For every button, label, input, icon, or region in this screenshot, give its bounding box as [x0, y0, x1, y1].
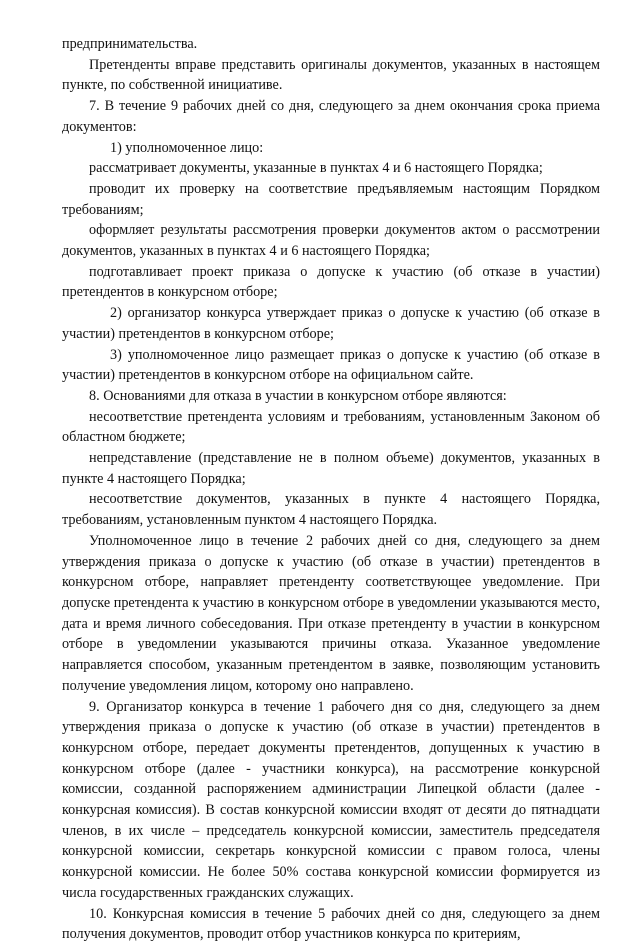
paragraph: 10. Конкурсная комиссия в течение 5 рабочих дней со дня, следующего за днем получения документов, проводит отбор участников конкурса по критериям,: [62, 905, 600, 943]
paragraph: подготавливает проект приказа о допуске к участию (об отказе в участии) претендентов в конкурсном отборе;: [62, 263, 600, 301]
paragraph: 1) уполномоченное лицо:: [110, 139, 264, 156]
paragraph: рассматривает документы, указанные в пунктах 4 и 6 настоящего Порядка;: [89, 160, 543, 177]
paragraph: непредставление (представление не в полном объеме) документов, указанных в пункте 4 настоящего Порядка;: [62, 450, 600, 487]
paragraph: Претенденты вправе представить оригиналы документов, указанных в настоящем пункте, по собственной инициативе.: [62, 56, 600, 94]
paragraph: 8. Основаниями для отказа в участии в конкурсном отборе являются:: [89, 387, 507, 404]
paragraph: несоответствие претендента условиям и требованиям, установленным Законом об областном бюджете;: [62, 408, 600, 446]
paragraph: 9. Организатор конкурса в течение 1 рабочего дня со дня, следующего за днем утверждения приказа о допуске к участию (об отказе в участии) претендентов в конкурсном отборе, передает документы претендентов, допущенных к участию в конкурсном отборе (далее - участники конкурса), на рассмотрение конкурсной комиссии, созданной распоряжением администрации Липецкой области (далее - конкурсная комиссия). В состав конкурсной комиссии входят от десяти до пятнадцати членов, в их числе – председатель конкурсной комиссии, заместитель председателя конкурсной комиссии, секретарь конкурсной комиссии с правом голоса, члены конкурсной комиссии. Не более 50% состава конкурсной комиссии формируется из числа государственных гражданских служащих.: [62, 698, 600, 901]
paragraph: 7. В течение 9 рабочих дней со дня, следующего за днем окончания срока приема документов:: [62, 98, 600, 135]
paragraph: 2) организатор конкурса утверждает приказ о допуске к участию (об отказе в участии) претендентов в конкурсном отборе;: [62, 305, 600, 342]
paragraph: 3) уполномоченное лицо размещает приказ о допуске к участию (об отказе в участии) претендентов в конкурсном отборе на официальном сайте.: [62, 346, 600, 384]
paragraph: предпринимательства.: [62, 36, 198, 52]
paragraph: проводит их проверку на соответствие предъявляемым настоящим Порядком требованиям;: [62, 180, 600, 218]
paragraph: Уполномоченное лицо в течение 2 рабочих дней со дня, следующего за днем утверждения приказа о допуске к участию (об отказе в участии) претендентов в конкурсном отборе, направляет претенденту соответствующее уведомление. При допуске претендента к участию в конкурсном отборе в уведомлении указываются место, дата и время личного собеседования. При отказе претенденту в участии в конкурсном отборе в уведомлении указываются причины отказа. Указанное уведомление направляется способом, указанным претендентом в заявке, позволяющим установить получение уведомления лицом, которому оно направлено.: [62, 532, 600, 694]
paragraph: несоответствие документов, указанных в пункте 4 настоящего Порядка, требованиям, установленным пунктом 4 настоящего Порядка.: [62, 491, 600, 529]
paragraph: оформляет результаты рассмотрения проверки документов актом о рассмотрении документов, указанных в пунктах 4 и 6 настоящего Порядка;: [62, 222, 600, 260]
